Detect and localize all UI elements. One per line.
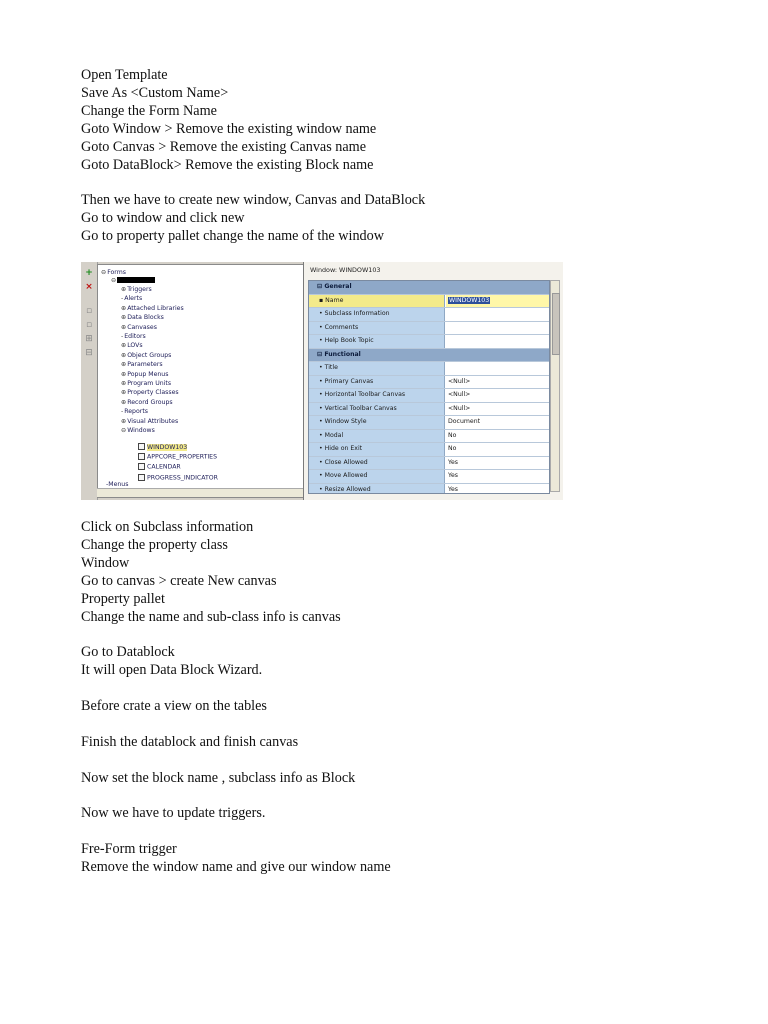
tree-node[interactable]: ⊕Visual Attributes [121,417,179,425]
navigator-toolbar [81,262,98,500]
text-line: Before crate a view on the tables [81,698,267,714]
tree-node[interactable]: ⊕Property Classes [121,389,179,397]
property-name: • Title [309,362,445,375]
property-row[interactable] [309,389,549,403]
text-line: Remove the window name and give our window name [81,859,391,875]
property-value[interactable]: Document [448,418,481,425]
tree-node[interactable]: -Alerts [121,295,143,303]
tree-form-node[interactable]: ⊖ [111,277,155,285]
tree-root[interactable]: ⊖Forms [101,269,126,276]
text-line: Go to property pallet change the name of the window [81,228,384,244]
text-line: Finish the datablock and finish canvas [81,734,299,750]
property-name: • Primary Canvas [309,376,445,389]
property-value[interactable] [446,322,549,335]
tree-node[interactable]: ⊕Popup Menus [121,370,169,378]
property-value[interactable] [446,362,549,375]
tree-node-menus[interactable]: -Menus [106,481,129,488]
property-value[interactable] [446,335,549,348]
property-row[interactable] [309,335,549,349]
property-value[interactable]: Yes [448,472,458,479]
text-line: Goto DataBlock> Remove the existing Block name [81,157,374,173]
window-object-icon [138,474,145,481]
property-name: • Help Book Topic [309,335,445,348]
tree-node[interactable]: ⊕Parameters [121,361,163,369]
tree-window-child[interactable]: WINDOW103 [138,443,187,452]
property-grid [308,280,550,494]
text-line: Change the name and sub-class info is canvas [81,609,341,625]
window-object-icon [138,453,145,460]
tree-window-child[interactable]: CALENDAR [138,463,181,472]
forms-builder-screenshot [81,262,563,500]
property-value[interactable]: <Null> [448,377,471,385]
property-palette [303,262,563,500]
property-section[interactable] [309,281,549,295]
property-name: • Hide on Exit [309,443,445,456]
text-line: Goto Canvas > Remove the existing Canvas name [81,139,366,155]
property-name: • Horizontal Toolbar Canvas [309,389,445,402]
text-line: Property pallet [81,591,165,607]
property-row[interactable] [309,484,549,495]
tree-window-child[interactable]: PROGRESS_INDICATOR [138,474,218,483]
property-row[interactable] [309,376,549,390]
property-row[interactable] [309,362,549,376]
palette-scrollbar[interactable] [550,280,560,492]
doc-icon[interactable]: ▫ [85,306,93,316]
property-row[interactable] [309,416,549,430]
tree-node[interactable]: ⊕LOVs [121,342,143,350]
property-row[interactable] [309,457,549,471]
property-name: • Move Allowed [309,470,445,483]
property-name: ▪ Name [309,295,445,308]
tree-node[interactable]: ⊕Canvases [121,323,157,331]
expand-icon[interactable]: ⊞ [85,334,93,344]
property-section[interactable] [309,349,549,363]
text-line: Go to Datablock [81,644,175,660]
text-line: Fre-Form trigger [81,841,177,857]
text-line: Save As <Custom Name> [81,85,229,101]
property-value[interactable] [446,308,549,321]
property-value[interactable]: No [448,445,457,452]
text-line: Change the property class [81,537,228,553]
property-name: • Close Allowed [309,457,445,470]
palette-title: Window: WINDOW103 [310,266,381,274]
tree-node[interactable]: ⊕Triggers [121,286,152,293]
property-value[interactable]: WINDOW103 [446,295,549,308]
tree-node[interactable]: -Editors [121,333,146,340]
property-value[interactable]: <Null> [448,391,471,398]
property-name: ⊟ General [309,281,549,294]
text-line: Go to canvas > create New canvas [81,573,277,589]
property-name: • Comments [309,322,445,335]
property-name: • Modal [309,430,445,443]
property-name: • Window Style [309,416,445,429]
property-row[interactable] [309,443,549,457]
text-line: Goto Window > Remove the existing window name [81,121,377,137]
text-line: Click on Subclass information [81,519,254,535]
property-name: • Subclass Information [309,308,445,321]
text-line: Now we have to update triggers. [81,805,266,821]
property-value[interactable]: Yes [448,485,458,493]
window-object-icon [138,463,145,470]
tree-node[interactable]: ⊕Attached Libraries [121,304,184,312]
tree-node[interactable]: -Reports [121,408,148,416]
text-line: Change the Form Name [81,103,217,119]
property-value[interactable]: <Null> [448,404,471,412]
property-name: • Resize Allowed [309,484,445,495]
property-row[interactable] [309,295,549,309]
text-line: Now set the block name , subclass info as Block [81,770,356,786]
tree-node[interactable]: ⊕Data Blocks [121,314,164,322]
property-name: ⊟ Functional [309,349,549,362]
property-row[interactable] [309,403,549,417]
text-line: Window [81,555,130,571]
property-row[interactable] [309,322,549,336]
text-line: It will open Data Block Wizard. [81,662,263,678]
window-object-icon [138,443,145,450]
text-line: Go to window and click new [81,210,245,226]
delete-icon[interactable]: × [85,282,93,292]
property-row[interactable] [309,470,549,484]
property-value[interactable]: No [448,431,457,439]
tree-node[interactable]: ⊕Object Groups [121,351,172,359]
property-row[interactable] [309,430,549,444]
property-name: • Vertical Toolbar Canvas [309,403,445,416]
property-value[interactable]: Yes [448,458,458,466]
tree-node[interactable]: ⊕Record Groups [121,398,173,406]
text-line: Open Template [81,67,168,83]
tree-node[interactable]: ⊕Program Units [121,380,172,387]
tree-window-child[interactable]: APPCORE_PROPERTIES [138,453,217,462]
plus-icon[interactable]: + [85,268,93,278]
property-row[interactable] [309,308,549,322]
text-line: Then we have to create new window, Canvas and DataBlock [81,192,426,208]
tree-node[interactable]: ⊖Windows [121,427,155,434]
collapse-icon[interactable]: ⊟ [85,348,93,358]
doc-icon[interactable]: ▫ [85,320,93,330]
